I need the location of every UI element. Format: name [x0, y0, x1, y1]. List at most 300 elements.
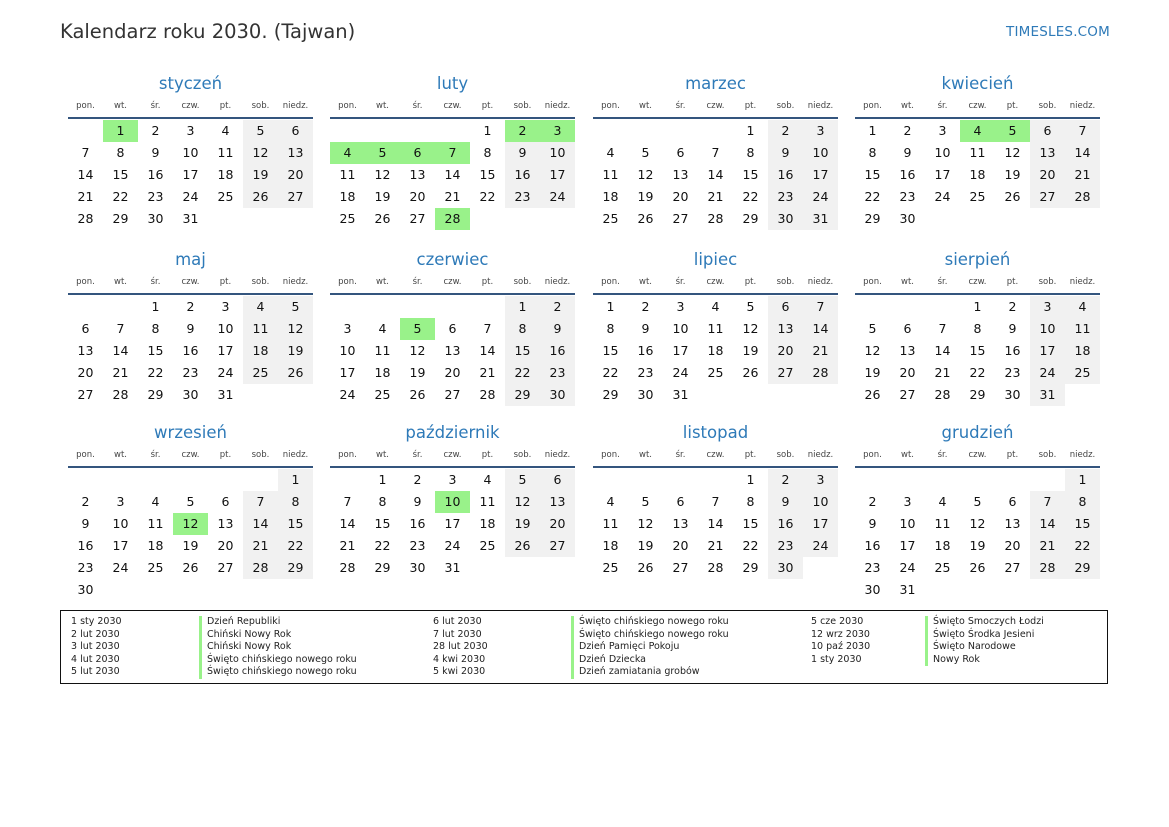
legend-names-col-3 — [925, 616, 1044, 666]
weekday-label: śr. — [150, 277, 161, 287]
empty-cell — [330, 296, 365, 318]
weekday-label: pon. — [76, 101, 95, 111]
month-name: luty — [436, 74, 469, 93]
day-cell: 31 — [182, 211, 199, 226]
empty-cell — [68, 120, 103, 142]
day-cell: 18 — [147, 538, 164, 553]
day-cell: 15 — [1065, 513, 1100, 535]
legend-holiday-name: Święto chińskiego nowego roku — [199, 666, 357, 679]
day-cell: 2 — [81, 494, 90, 509]
day-cell: 24 — [112, 560, 129, 575]
day-cell: 27 — [278, 186, 313, 208]
day-cell: 29 — [278, 557, 313, 579]
day-cell: 8 — [868, 145, 877, 160]
day-cell: 11 — [1065, 318, 1100, 340]
weekday-label: niedz. — [282, 450, 309, 460]
day-cell: 24 — [540, 186, 575, 208]
day-cell: 24 — [934, 189, 951, 204]
day-cell: 5 — [278, 296, 313, 318]
legend-dates-col-3 — [811, 616, 870, 666]
day-cell: 27 — [1004, 560, 1021, 575]
legend-holiday-name: Dzień Dziecka — [571, 654, 729, 667]
empty-cell — [68, 296, 103, 318]
day-cell: 23 — [637, 365, 654, 380]
weekday-label: niedz. — [282, 277, 309, 287]
weekday-label: śr. — [937, 101, 948, 111]
weekday-label: sob. — [776, 101, 795, 111]
day-cell: 10 — [217, 321, 234, 336]
day-cell: 21 — [479, 365, 496, 380]
day-cell: 22 — [479, 189, 496, 204]
day-cell: 10 — [899, 516, 916, 531]
day-cell: 22 — [374, 538, 391, 553]
day-cell: 22 — [112, 189, 129, 204]
weekday-label: pon. — [338, 101, 357, 111]
day-cell: 17 — [112, 538, 129, 553]
day-cell: 31 — [672, 387, 689, 402]
day-cell: 9 — [641, 321, 650, 336]
day-cell: 27 — [409, 211, 426, 226]
weekday-header — [68, 97, 313, 115]
day-cell: 15 — [969, 343, 986, 358]
day-cell: 8 — [746, 145, 755, 160]
day-cell: 16 — [637, 343, 654, 358]
empty-cell — [103, 296, 138, 318]
legend-names-col-1 — [199, 616, 357, 679]
day-cell: 25 — [147, 560, 164, 575]
month-name: marzec — [685, 74, 746, 93]
weekday-label: sob. — [251, 450, 270, 460]
weekday-label: czw. — [443, 450, 462, 460]
day-cell: 13 — [1004, 516, 1021, 531]
day-cell: 20 — [77, 365, 94, 380]
day-cell: 21 — [803, 340, 838, 362]
holiday-day-cell: 4 — [330, 142, 365, 164]
weekday-label: pt. — [481, 450, 494, 460]
day-cell: 11 — [374, 343, 391, 358]
weekday-label: czw. — [181, 450, 200, 460]
day-cell: 1 — [1065, 469, 1100, 491]
weekday-label: czw. — [181, 101, 200, 111]
day-cell: 6 — [81, 321, 90, 336]
day-cell: 23 — [540, 362, 575, 384]
empty-cell — [698, 469, 733, 491]
empty-cell — [138, 469, 173, 491]
header-rule — [330, 293, 575, 295]
day-cell: 25 — [217, 189, 234, 204]
weekday-label: sob. — [513, 277, 532, 287]
day-cell: 7 — [1030, 491, 1065, 513]
weekday-label: niedz. — [807, 450, 834, 460]
day-cell: 25 — [934, 560, 951, 575]
holiday-day-cell: 3 — [540, 120, 575, 142]
weekday-label: wt. — [376, 101, 389, 111]
day-cell: 20 — [768, 340, 803, 362]
day-cell: 25 — [602, 211, 619, 226]
day-cell: 6 — [676, 494, 685, 509]
day-cell: 27 — [1030, 186, 1065, 208]
day-cell: 14 — [707, 516, 724, 531]
day-cell: 2 — [868, 494, 877, 509]
day-cell: 20 — [1030, 164, 1065, 186]
month-6 — [330, 248, 575, 406]
day-grid — [330, 469, 575, 579]
day-cell: 18 — [243, 340, 278, 362]
day-cell: 21 — [707, 538, 724, 553]
day-cell: 18 — [479, 516, 496, 531]
day-cell: 2 — [413, 472, 422, 487]
holiday-day-cell: 1 — [103, 120, 138, 142]
weekday-label: niedz. — [282, 101, 309, 111]
day-cell: 27 — [899, 387, 916, 402]
weekday-label: wt. — [376, 450, 389, 460]
day-cell: 6 — [1008, 494, 1017, 509]
day-cell: 24 — [1030, 362, 1065, 384]
day-cell: 27 — [77, 387, 94, 402]
day-cell: 26 — [505, 535, 540, 557]
day-cell: 22 — [969, 365, 986, 380]
day-cell: 24 — [217, 365, 234, 380]
weekday-label: pon. — [601, 450, 620, 460]
empty-cell — [628, 469, 663, 491]
day-cell: 13 — [540, 491, 575, 513]
day-grid — [855, 296, 1100, 406]
weekday-label: czw. — [443, 101, 462, 111]
holiday-day-cell: 5 — [400, 318, 435, 340]
day-cell: 12 — [864, 343, 881, 358]
day-cell: 31 — [899, 582, 916, 597]
weekday-label: niedz. — [544, 450, 571, 460]
holiday-day-cell: 5 — [365, 142, 400, 164]
day-cell: 25 — [969, 189, 986, 204]
legend-holiday-name: Święto Smoczych Łodzi — [925, 616, 1044, 629]
month-4 — [855, 72, 1100, 230]
day-cell: 17 — [672, 343, 689, 358]
day-cell: 28 — [112, 387, 129, 402]
weekday-label: sob. — [776, 450, 795, 460]
day-cell: 27 — [217, 560, 234, 575]
day-cell: 10 — [112, 516, 129, 531]
day-cell: 28 — [707, 211, 724, 226]
day-cell: 12 — [374, 167, 391, 182]
day-cell: 12 — [742, 321, 759, 336]
empty-cell — [243, 469, 278, 491]
day-cell: 1 — [973, 299, 982, 314]
day-cell: 25 — [1065, 362, 1100, 384]
weekday-label: śr. — [412, 450, 423, 460]
empty-cell — [960, 469, 995, 491]
page-title: Kalendarz roku 2030. (Tajwan) — [60, 20, 356, 43]
weekday-label: wt. — [639, 277, 652, 287]
weekday-label: pt. — [1006, 277, 1019, 287]
weekday-label: pt. — [744, 101, 757, 111]
day-cell: 18 — [1065, 340, 1100, 362]
weekday-label: czw. — [706, 101, 725, 111]
day-cell: 10 — [934, 145, 951, 160]
day-cell: 29 — [505, 384, 540, 406]
month-name: styczeń — [158, 74, 223, 93]
weekday-header — [855, 273, 1100, 291]
day-grid — [855, 469, 1100, 601]
day-cell: 23 — [1004, 365, 1021, 380]
day-cell: 9 — [151, 145, 160, 160]
day-cell: 26 — [637, 211, 654, 226]
empty-cell — [400, 120, 435, 142]
empty-cell — [435, 120, 470, 142]
day-cell: 2 — [540, 296, 575, 318]
day-cell: 1 — [606, 299, 615, 314]
weekday-header — [593, 446, 838, 464]
day-cell: 7 — [803, 296, 838, 318]
month-name: październik — [405, 423, 500, 442]
day-cell: 26 — [742, 365, 759, 380]
day-cell: 8 — [746, 494, 755, 509]
weekday-label: wt. — [114, 101, 127, 111]
day-cell: 30 — [768, 557, 803, 579]
weekday-label: pt. — [481, 101, 494, 111]
day-cell: 13 — [768, 318, 803, 340]
empty-cell — [925, 469, 960, 491]
weekday-header — [593, 97, 838, 115]
day-cell: 29 — [864, 211, 881, 226]
day-grid — [68, 120, 313, 230]
day-cell: 18 — [934, 538, 951, 553]
day-cell: 11 — [602, 516, 619, 531]
day-cell: 8 — [151, 321, 160, 336]
day-cell: 4 — [221, 123, 230, 138]
weekday-label: pon. — [863, 277, 882, 287]
empty-cell — [995, 469, 1030, 491]
day-cell: 2 — [186, 299, 195, 314]
weekday-label: śr. — [675, 101, 686, 111]
day-cell: 30 — [77, 582, 94, 597]
holiday-day-cell: 4 — [960, 120, 995, 142]
day-cell: 18 — [969, 167, 986, 182]
day-cell: 20 — [899, 365, 916, 380]
day-cell: 1 — [378, 472, 387, 487]
day-cell: 3 — [803, 469, 838, 491]
day-cell: 2 — [1008, 299, 1017, 314]
day-cell: 9 — [903, 145, 912, 160]
day-cell: 12 — [969, 516, 986, 531]
day-cell: 5 — [186, 494, 195, 509]
weekday-label: wt. — [114, 450, 127, 460]
day-cell: 15 — [278, 513, 313, 535]
day-cell: 5 — [641, 145, 650, 160]
empty-cell — [593, 469, 628, 491]
empty-cell — [330, 120, 365, 142]
day-cell: 15 — [374, 516, 391, 531]
month-3 — [593, 72, 838, 230]
day-cell: 9 — [186, 321, 195, 336]
empty-cell — [365, 120, 400, 142]
day-cell: 3 — [221, 299, 230, 314]
header-rule — [68, 466, 313, 468]
day-cell: 2 — [641, 299, 650, 314]
legend-holiday-name: Nowy Rok — [925, 654, 1044, 667]
day-cell: 16 — [147, 167, 164, 182]
header-rule — [593, 466, 838, 468]
day-cell: 6 — [278, 120, 313, 142]
day-cell: 15 — [742, 516, 759, 531]
day-cell: 25 — [243, 362, 278, 384]
day-cell: 1 — [278, 469, 313, 491]
weekday-label: pon. — [338, 277, 357, 287]
day-cell: 8 — [1065, 491, 1100, 513]
day-cell: 11 — [969, 145, 986, 160]
legend-holiday-name: Dzień Republiki — [199, 616, 357, 629]
day-cell: 6 — [676, 145, 685, 160]
legend-date: 4 kwi 2030 — [433, 653, 486, 665]
day-grid — [68, 469, 313, 601]
day-cell: 26 — [243, 186, 278, 208]
day-cell: 8 — [378, 494, 387, 509]
site-link[interactable]: TIMESLES.COM — [1006, 24, 1110, 40]
day-cell: 15 — [112, 167, 129, 182]
day-cell: 5 — [505, 469, 540, 491]
weekday-header — [330, 97, 575, 115]
day-cell: 25 — [374, 387, 391, 402]
day-cell: 11 — [217, 145, 234, 160]
day-cell: 4 — [151, 494, 160, 509]
day-cell: 16 — [1004, 343, 1021, 358]
day-cell: 30 — [899, 211, 916, 226]
weekday-label: sob. — [513, 450, 532, 460]
day-cell: 26 — [637, 560, 654, 575]
day-cell: 10 — [182, 145, 199, 160]
day-cell: 17 — [803, 164, 838, 186]
day-cell: 27 — [672, 211, 689, 226]
day-cell: 7 — [711, 494, 720, 509]
day-cell: 12 — [1004, 145, 1021, 160]
day-cell: 23 — [409, 538, 426, 553]
day-cell: 8 — [278, 491, 313, 513]
legend-names-col-2 — [571, 616, 729, 679]
header-rule — [855, 117, 1100, 119]
day-cell: 1 — [483, 123, 492, 138]
day-cell: 16 — [768, 164, 803, 186]
day-cell: 13 — [672, 167, 689, 182]
day-cell: 17 — [899, 538, 916, 553]
weekday-label: sob. — [513, 101, 532, 111]
day-cell: 24 — [803, 186, 838, 208]
header-rule — [330, 117, 575, 119]
day-cell: 12 — [409, 343, 426, 358]
day-cell: 16 — [505, 164, 540, 186]
weekday-label: pt. — [219, 101, 232, 111]
weekday-label: śr. — [937, 277, 948, 287]
day-cell: 18 — [339, 189, 356, 204]
day-cell: 23 — [768, 186, 803, 208]
day-cell: 22 — [147, 365, 164, 380]
day-cell: 21 — [707, 189, 724, 204]
day-cell: 6 — [448, 321, 457, 336]
day-cell: 26 — [409, 387, 426, 402]
day-cell: 9 — [868, 516, 877, 531]
day-cell: 19 — [1004, 167, 1021, 182]
day-cell: 17 — [217, 343, 234, 358]
month-name: wrzesień — [154, 423, 227, 442]
weekday-label: pt. — [219, 277, 232, 287]
legend-date: 4 lut 2030 — [71, 653, 120, 665]
legend-date: 5 cze 2030 — [811, 616, 864, 627]
day-cell: 14 — [1030, 513, 1065, 535]
day-cell: 30 — [147, 211, 164, 226]
day-cell: 10 — [803, 491, 838, 513]
day-cell: 5 — [746, 299, 755, 314]
empty-cell — [890, 296, 925, 318]
day-cell: 11 — [479, 494, 496, 509]
day-grid — [330, 296, 575, 406]
day-cell: 13 — [899, 343, 916, 358]
header-rule — [593, 293, 838, 295]
weekday-label: wt. — [639, 450, 652, 460]
day-cell: 15 — [147, 343, 164, 358]
holiday-legend — [60, 610, 1108, 684]
day-cell: 18 — [217, 167, 234, 182]
day-cell: 5 — [243, 120, 278, 142]
day-cell: 10 — [1030, 318, 1065, 340]
day-cell: 24 — [444, 538, 461, 553]
day-cell: 19 — [742, 343, 759, 358]
weekday-label: wt. — [901, 101, 914, 111]
day-cell: 7 — [81, 145, 90, 160]
day-cell: 23 — [77, 560, 94, 575]
day-cell: 7 — [1065, 120, 1100, 142]
day-grid — [593, 469, 838, 579]
day-cell: 7 — [938, 321, 947, 336]
empty-cell — [435, 296, 470, 318]
day-cell: 29 — [602, 387, 619, 402]
day-cell: 26 — [1004, 189, 1021, 204]
day-cell: 3 — [1030, 296, 1065, 318]
day-cell: 2 — [151, 123, 160, 138]
day-cell: 19 — [864, 365, 881, 380]
day-cell: 25 — [707, 365, 724, 380]
day-cell: 13 — [217, 516, 234, 531]
month-name: listopad — [682, 423, 749, 442]
day-cell: 4 — [483, 472, 492, 487]
day-cell: 30 — [768, 208, 803, 230]
legend-date: 5 kwi 2030 — [433, 666, 486, 678]
empty-cell — [103, 469, 138, 491]
day-cell: 14 — [339, 516, 356, 531]
weekday-label: wt. — [901, 277, 914, 287]
legend-holiday-name: Dzień Pamięci Pokoju — [571, 641, 729, 654]
day-cell: 29 — [112, 211, 129, 226]
empty-cell — [365, 296, 400, 318]
weekday-label: niedz. — [807, 101, 834, 111]
day-cell: 23 — [182, 365, 199, 380]
day-cell: 1 — [505, 296, 540, 318]
day-cell: 23 — [899, 189, 916, 204]
day-cell: 9 — [505, 142, 540, 164]
day-cell: 30 — [409, 560, 426, 575]
day-cell: 13 — [278, 142, 313, 164]
day-cell: 17 — [1030, 340, 1065, 362]
day-cell: 27 — [768, 362, 803, 384]
day-grid — [593, 120, 838, 230]
weekday-label: wt. — [376, 277, 389, 287]
day-cell: 19 — [182, 538, 199, 553]
day-cell: 14 — [479, 343, 496, 358]
month-11 — [593, 421, 838, 579]
weekday-label: pon. — [863, 101, 882, 111]
weekday-header — [855, 97, 1100, 115]
weekday-label: czw. — [443, 277, 462, 287]
weekday-label: sob. — [251, 277, 270, 287]
day-cell: 20 — [217, 538, 234, 553]
